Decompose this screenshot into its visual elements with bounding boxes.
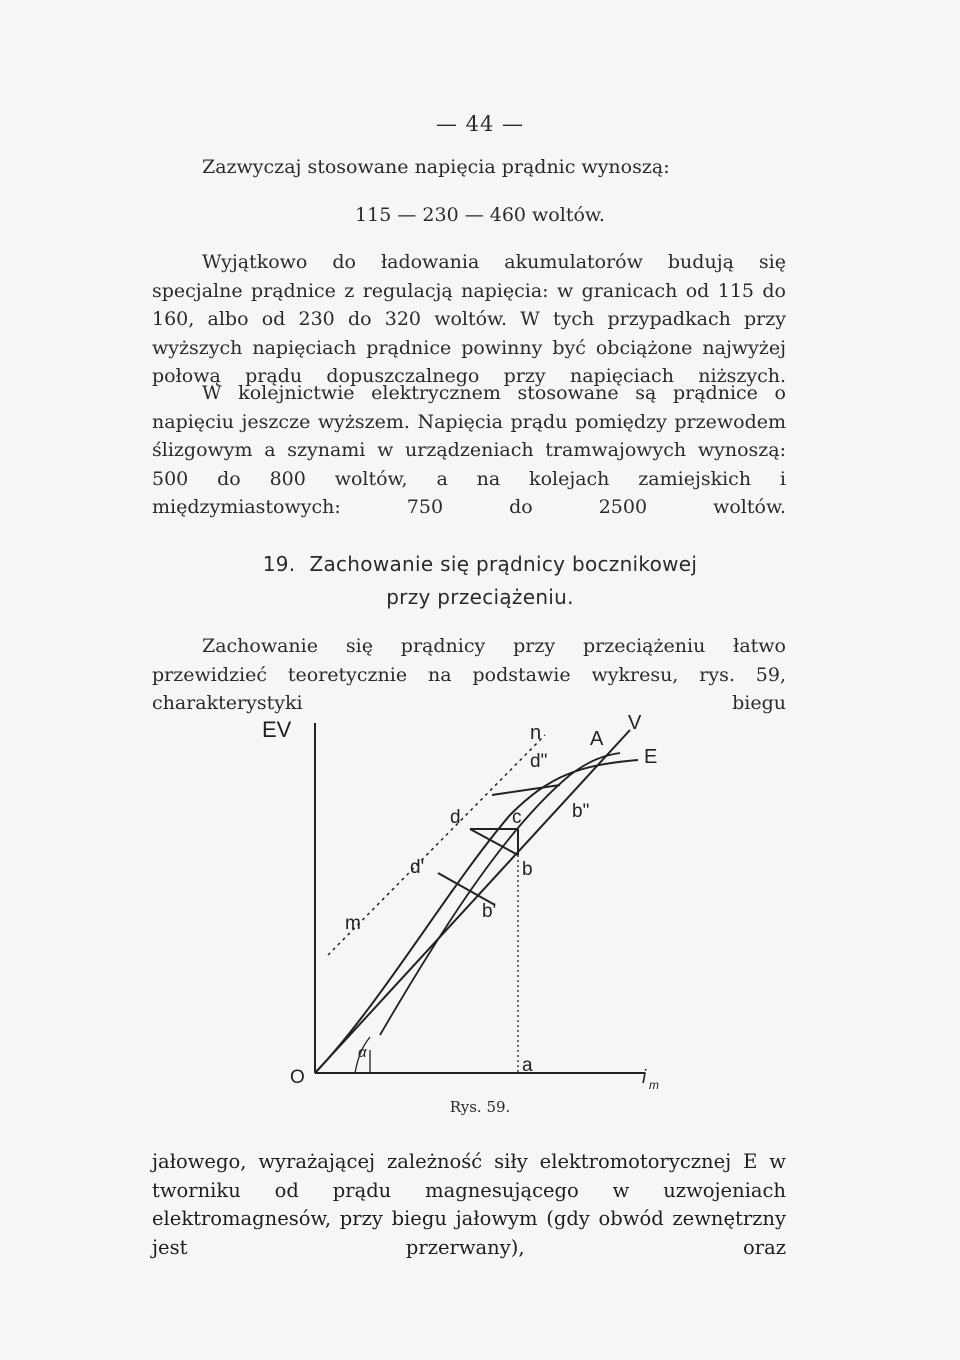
voltages-line: 115 — 230 — 460 woltów. [355, 204, 605, 226]
label-im-sub: m [649, 1078, 659, 1092]
label-b-prime: b' [482, 901, 497, 922]
label-E: E [644, 746, 658, 768]
label-b-double-prime: b" [572, 801, 590, 822]
resistance-line [315, 730, 630, 1073]
section-title-line2: przy przeciążeniu. [386, 585, 574, 609]
label-A: A [590, 728, 604, 750]
section-heading [0, 548, 960, 614]
label-im: i [642, 1067, 647, 1088]
label-alpha: α [358, 1044, 367, 1061]
label-d: d [450, 807, 461, 828]
label-ev: EV [262, 717, 292, 742]
magnetization-curve [315, 760, 638, 1073]
figure-caption: Rys. 59. [449, 1098, 511, 1116]
label-m: m [345, 913, 361, 934]
label-d-double-prime: d" [530, 751, 548, 772]
label-n: n [530, 722, 542, 744]
section-heading-line1 [0, 548, 960, 581]
paragraph-charging: Wyjątkowo do ładowania akumulatorów budują się specjalne prądnice z regulacją napięcia: w granicach od 115 do 160, albo od 230 do 320 woltów. W tych przypadkach przy wyższych napięciach prądnice powinny być obciążone najwyżej połową prądu dopuszczalnego przy napięciach niższych. [152, 251, 786, 387]
section-number: 19. [262, 552, 296, 576]
label-a: a [522, 1055, 533, 1076]
figure-59 [260, 705, 700, 1099]
page-number: — 44 — [435, 112, 525, 136]
section-title-line1: Zachowanie się prądnicy bocznikowej [309, 552, 698, 576]
characteristic-diagram [260, 705, 700, 1095]
paragraph-traction: W kolejnictwie elektrycznem stosowane są prądnice o napięciu jeszcze wyższem. Napięcia prądu pomiędzy przewodem ślizgowym a szynami w urządzeniach tramwajowych wynoszą: 500 do 800 woltów, a na kolejach zamiejskich i międzymiastowych: 750 do 2500 woltów. [152, 382, 786, 518]
paragraph-intro: Zazwyczaj stosowane napięcia prądnic wynoszą: [202, 156, 670, 178]
label-o: O [290, 1067, 305, 1088]
paragraph-continuation: jałowego, wyrażającej zależność siły elektromotorycznej E w tworniku od prądu magnesującego w uzwojeniach elektromagnesów, przy biegu jałowym (gdy obwód zewnętrzny jest przerwany), oraz [152, 1150, 786, 1259]
label-V: V [628, 712, 642, 734]
load-curve [380, 753, 620, 1035]
label-c: c [512, 807, 522, 828]
label-d-prime: d' [410, 857, 425, 878]
paragraph-overload: Zachowanie się prądnicy przy przeciążeniu łatwo przewidzieć teoretycznie na podstawie wykresu, rys. 59, charakterystyki biegu [152, 635, 786, 714]
label-b: b [522, 859, 533, 880]
